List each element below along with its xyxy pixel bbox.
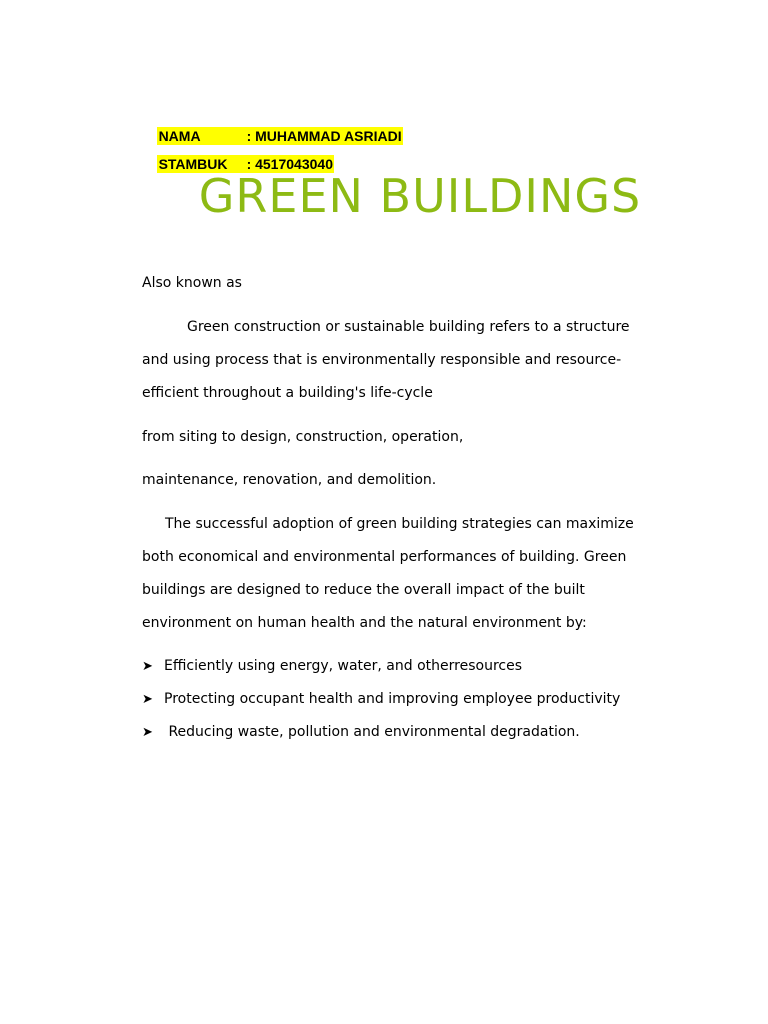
list-item-text: Protecting occupant health and improving employee productivity [164,691,621,707]
arrowhead-bullet-icon: ➤ [142,725,153,740]
adoption-line-1: The successful adoption of green building strategies can maximize [165,516,634,532]
nama-value: : MUHAMMAD ASRIADI [246,128,402,144]
definition-line-1: Green construction or sustainable building refers to a structure [187,319,630,335]
arrowhead-bullet-icon: ➤ [142,659,153,674]
nama-label: NAMA [158,128,201,144]
stambuk-value: : 4517043040 [246,156,333,172]
definition-line-3: efficient throughout a building's life-cycle [142,385,433,401]
list-item-text: Efficiently using energy, water, and otherresources [164,658,522,674]
definition-line-5: maintenance, renovation, and demolition. [142,472,437,488]
definition-line-4: from siting to design, construction, operation, [142,429,464,445]
list-item-text: Reducing waste, pollution and environmental degradation. [164,724,580,740]
stambuk-label: STAMBUK [158,156,228,172]
definition-line-2: and using process that is environmentally responsible and resource- [142,352,622,368]
adoption-line-2: both economical and environmental performances of building. Green [142,549,627,565]
adoption-line-4: environment on human health and the natural environment by: [142,615,587,631]
list-item [142,689,620,710]
arrowhead-bullet-icon: ➤ [142,692,153,707]
adoption-line-3: buildings are designed to reduce the overall impact of the built [142,582,585,598]
list-item [142,656,522,677]
page-title: GREEN BUILDINGS [198,169,642,223]
list-item [142,722,580,743]
also-known-as: Also known as [142,275,242,291]
